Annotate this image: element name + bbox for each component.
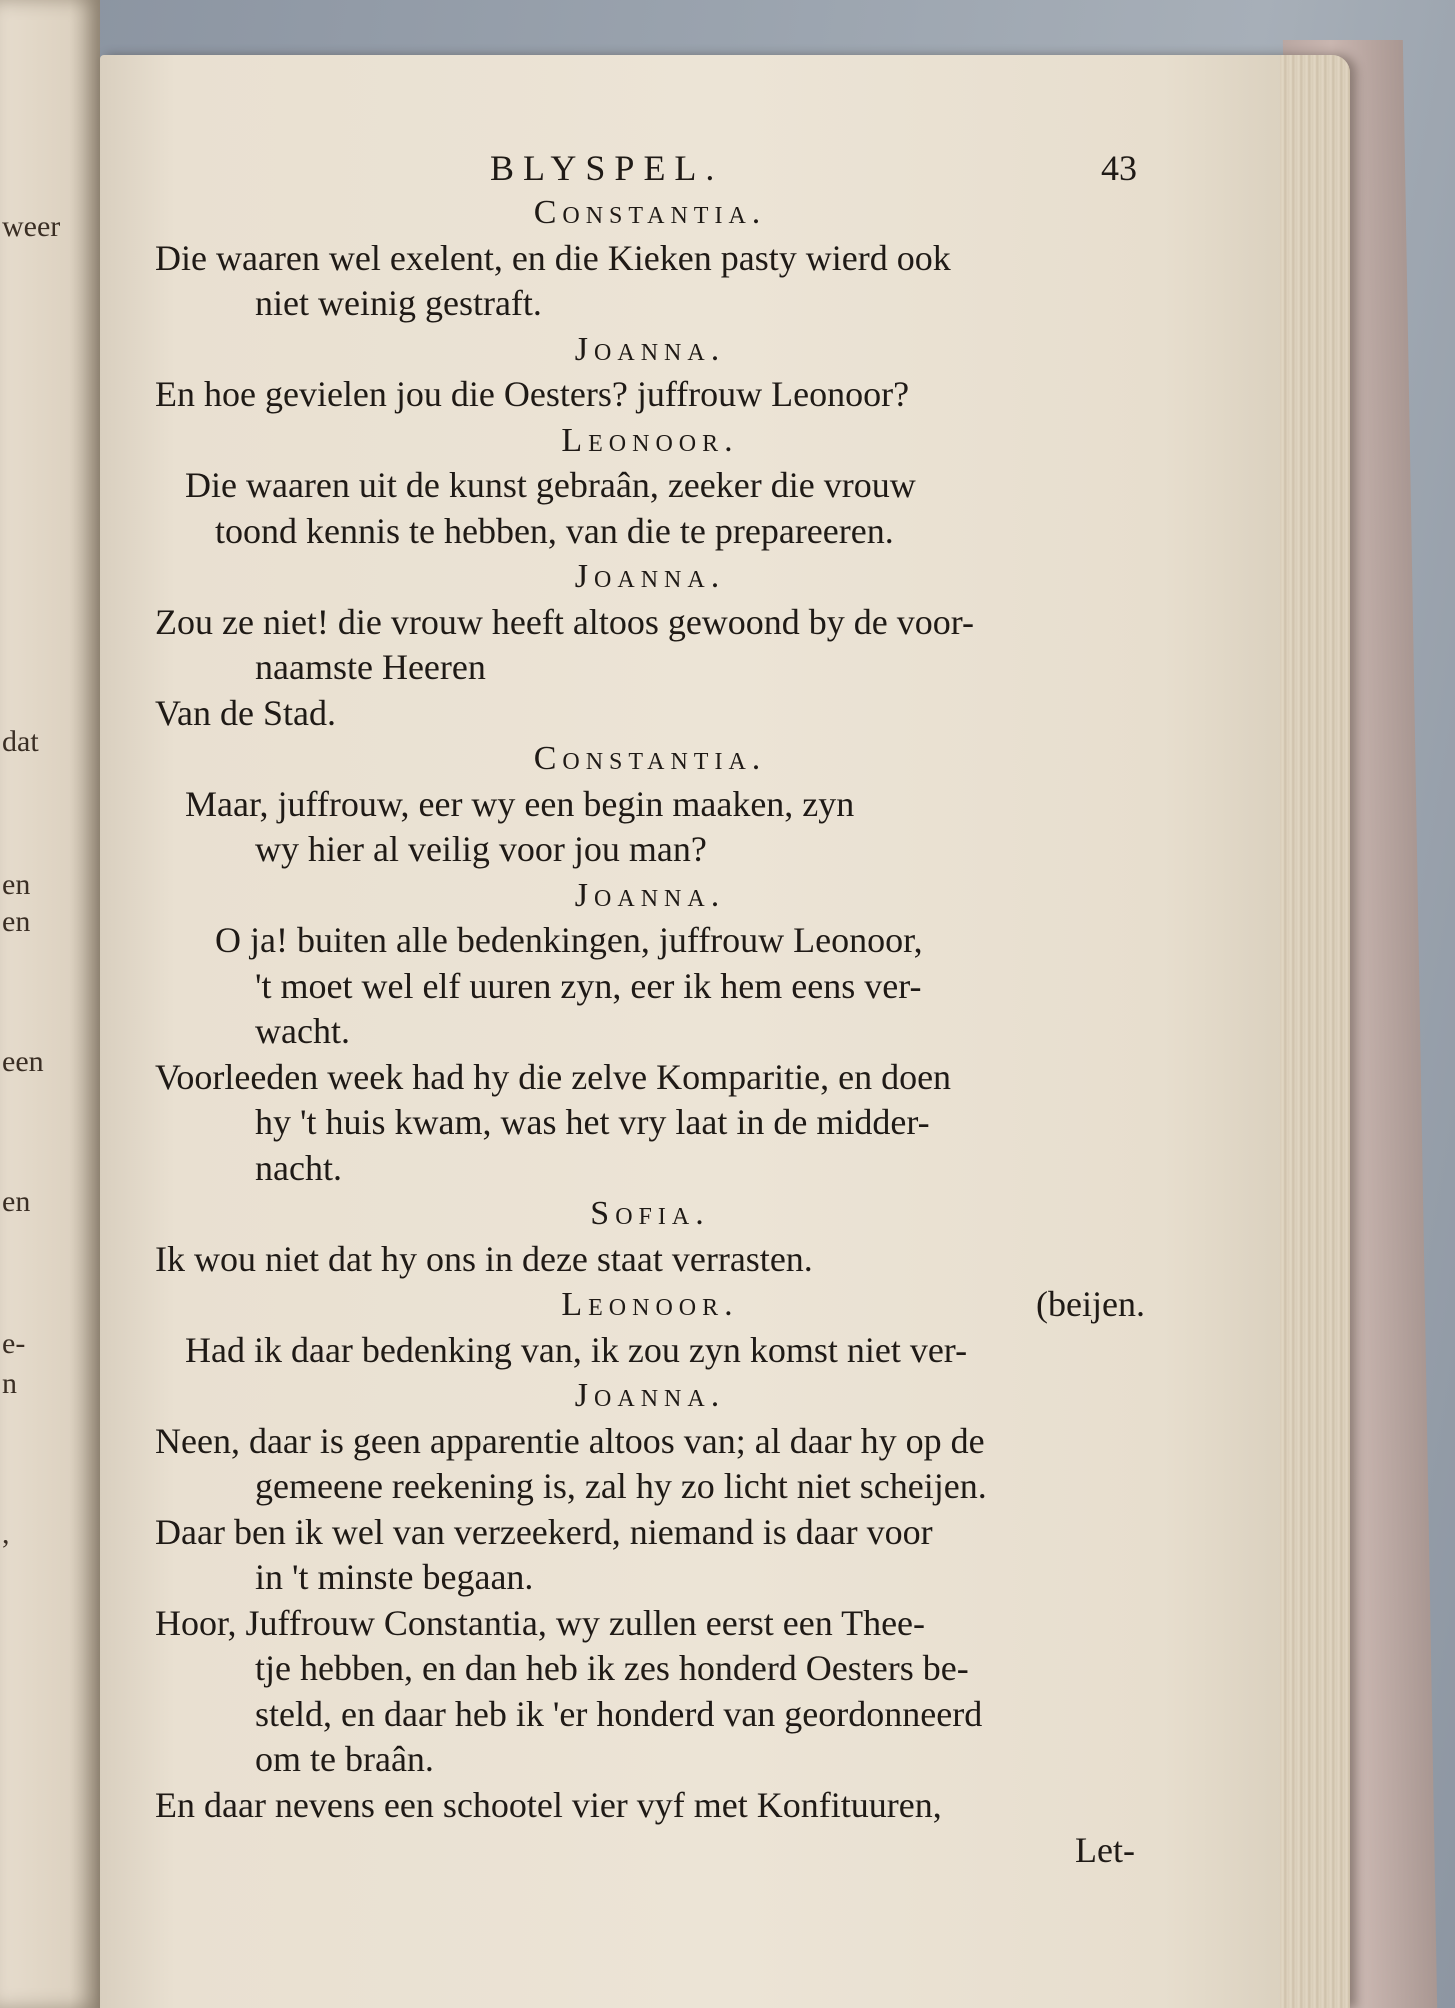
left-page <box>0 0 100 2008</box>
text-line: Neen, daar is geen apparentie altoos van; al daar hy op de <box>155 1420 985 1461</box>
text-line: Maar, juffrouw, eer wy een begin maaken, zyn <box>185 783 855 824</box>
running-title: BLYSPEL. <box>490 148 724 188</box>
text-line: wacht. <box>255 1011 350 1051</box>
speaker-name: Joanna. <box>574 558 726 595</box>
text-line: tje hebben, en dan heb ik zes honderd Oesters be- <box>255 1648 969 1688</box>
text-line: En daar nevens een schootel vier vyf met Konfituuren, <box>155 1784 942 1825</box>
left-page-fragment: een <box>2 1045 44 1078</box>
speaker-label: Leonoor. <box>561 1286 739 1323</box>
catchword: Let- <box>1075 1830 1135 1870</box>
text-line: om te braân. <box>255 1739 434 1779</box>
text-line: Die waaren uit de kunst gebraân, zeeker die vrouw <box>185 465 916 505</box>
text-line: gemeene reekening is, zal hy zo licht niet scheijen. <box>255 1466 987 1506</box>
left-page-fragment: n <box>2 1367 17 1400</box>
text-line: naamste Heeren <box>255 647 486 687</box>
text-line: O ja! buiten alle bedenkingen, juffrouw Leonoor, <box>215 920 923 960</box>
left-page-fragment: en <box>2 1185 31 1218</box>
text-line: Voorleeden week had hy die zelve Komparitie, en doen <box>155 1056 952 1097</box>
left-page-fragment: en <box>2 905 31 938</box>
text-line: niet weinig gestraft. <box>255 283 542 323</box>
speaker-name: Constantia. <box>533 740 767 777</box>
text-line: toond kennis te hebben, van die te prepareeren. <box>215 510 894 551</box>
text-line: in 't minste begaan. <box>255 1557 534 1597</box>
page-text <box>155 140 1145 1874</box>
speaker-name: Sofia. <box>590 1195 710 1232</box>
stage-direction: (beijen. <box>1036 1284 1145 1324</box>
text-line: nacht. <box>255 1147 342 1188</box>
page-number: 43 <box>1101 148 1137 188</box>
left-page-fragment: e- <box>2 1327 26 1360</box>
left-page-fragment: dat <box>2 725 39 758</box>
page-edge <box>1280 55 1350 2008</box>
speaker-name: Constantia. <box>533 194 767 231</box>
text-line: Zou ze niet! die vrouw heeft altoos gewoond by de voor- <box>155 601 975 642</box>
text-line: Ik wou niet dat hy ons in deze staat verrasten. <box>155 1238 813 1279</box>
text-line: steld, en daar heb ik 'er honderd van geordonneerd <box>255 1693 983 1734</box>
text-lines <box>155 190 1145 1874</box>
speaker-name: Leonoor. <box>561 421 739 459</box>
text-line: Hoor, Juffrouw Constantia, wy zullen eerst een Thee- <box>155 1602 926 1643</box>
text-line: Van de Stad. <box>155 692 336 733</box>
text-line: hy 't huis kwam, was het vry laat in de midder- <box>255 1102 930 1142</box>
running-head <box>155 140 1145 190</box>
text-line: En hoe gevielen jou die Oesters? juffrouw Leonoor? <box>155 374 910 414</box>
left-page-fragment: weer <box>2 210 61 243</box>
speaker-name <box>155 1282 1145 1328</box>
text-line: 't moet wel elf uuren zyn, eer ik hem eens ver- <box>255 965 922 1006</box>
left-page-fragment: , <box>2 1517 10 1550</box>
text-line: wy hier al veilig voor jou man? <box>255 829 707 869</box>
speaker-name: Joanna. <box>574 330 726 368</box>
speaker-name: Joanna. <box>574 876 726 914</box>
speaker-name: Joanna. <box>574 1377 726 1414</box>
text-line: Had ik daar bedenking van, ik zou zyn komst niet ver- <box>185 1329 968 1370</box>
text-line: Die waaren wel exelent, en die Kieken pasty wierd ook <box>155 237 951 278</box>
text-line: Daar ben ik wel van verzeekerd, niemand is daar voor <box>155 1511 933 1552</box>
left-page-fragment: en <box>2 868 31 901</box>
